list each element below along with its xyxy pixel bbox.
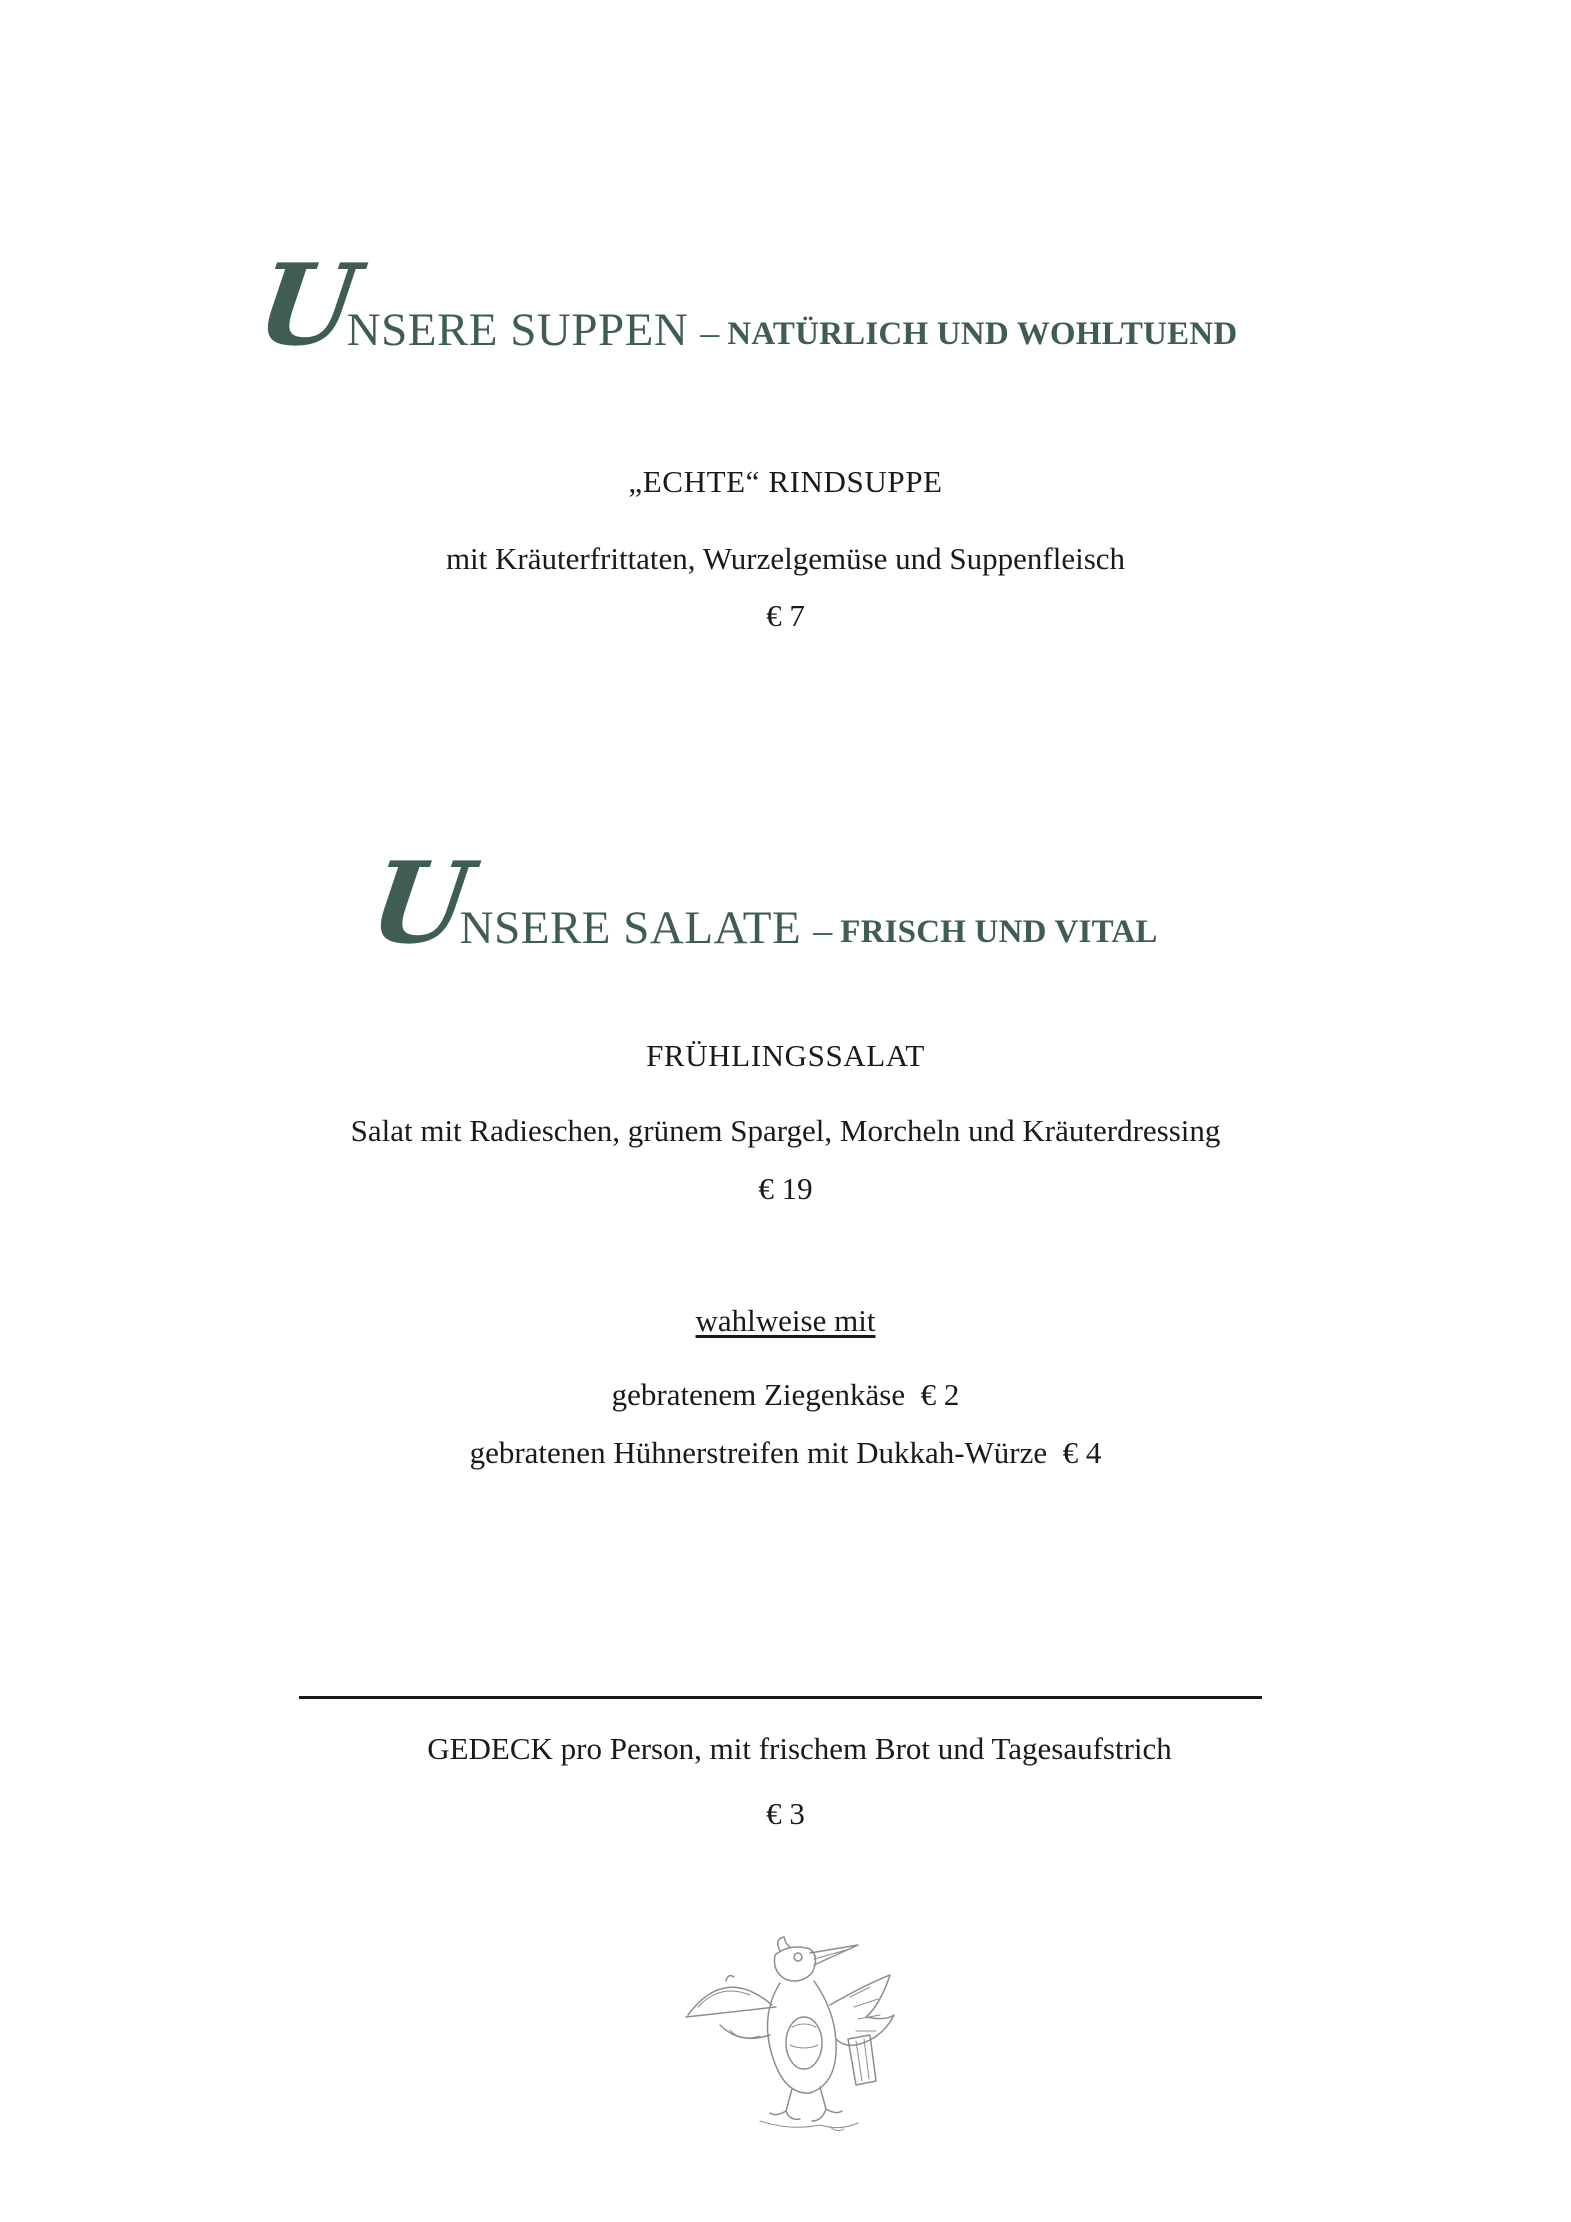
gedeck-price: € 3 [766, 1796, 805, 1831]
salads-heading-initial: U [362, 838, 475, 969]
soups-heading [249, 240, 1238, 371]
soups-heading-main: NSERE SUPPEN [346, 304, 689, 356]
salad-option: gebratenen Hühnerstreifen mit Dukkah-Würze € 4 [469, 1435, 1102, 1470]
bird-waiter-illustration [680, 1935, 905, 2135]
salad-dish-description: Salat mit Radieschen, grünem Spargel, Morcheln und Kräuterdressing [350, 1113, 1221, 1148]
salad-options-title [0, 1303, 1571, 1339]
salads-heading-main: NSERE SALATE [459, 902, 802, 954]
soups-heading-initial: U [249, 240, 362, 371]
soups-heading-sub: NATÜRLICH UND WOHLTUEND [727, 316, 1238, 352]
salads-heading [362, 838, 1158, 969]
section-divider [299, 1696, 1262, 1699]
soups-heading-dash: – [700, 312, 720, 354]
soup-dish-name: „ECHTE“ RINDSUPPE [628, 464, 943, 499]
salad-option: gebratenem Ziegenkäse € 2 [611, 1377, 960, 1412]
salad-dish-price: € 19 [758, 1171, 813, 1206]
salads-heading-sub: FRISCH UND VITAL [840, 914, 1158, 950]
gedeck-text: GEDECK pro Person, mit frischem Brot und Tagesaufstrich [427, 1731, 1172, 1766]
soup-dish-price: € 7 [766, 598, 805, 633]
salads-heading-dash: – [813, 910, 833, 952]
soup-dish-description: mit Kräuterfrittaten, Wurzelgemüse und Suppenfleisch [445, 541, 1126, 576]
salad-dish-name: FRÜHLINGSSALAT [646, 1038, 925, 1073]
salad-options-title-text: wahlweise mit [695, 1303, 876, 1338]
bird-waiter-icon [680, 1935, 905, 2135]
